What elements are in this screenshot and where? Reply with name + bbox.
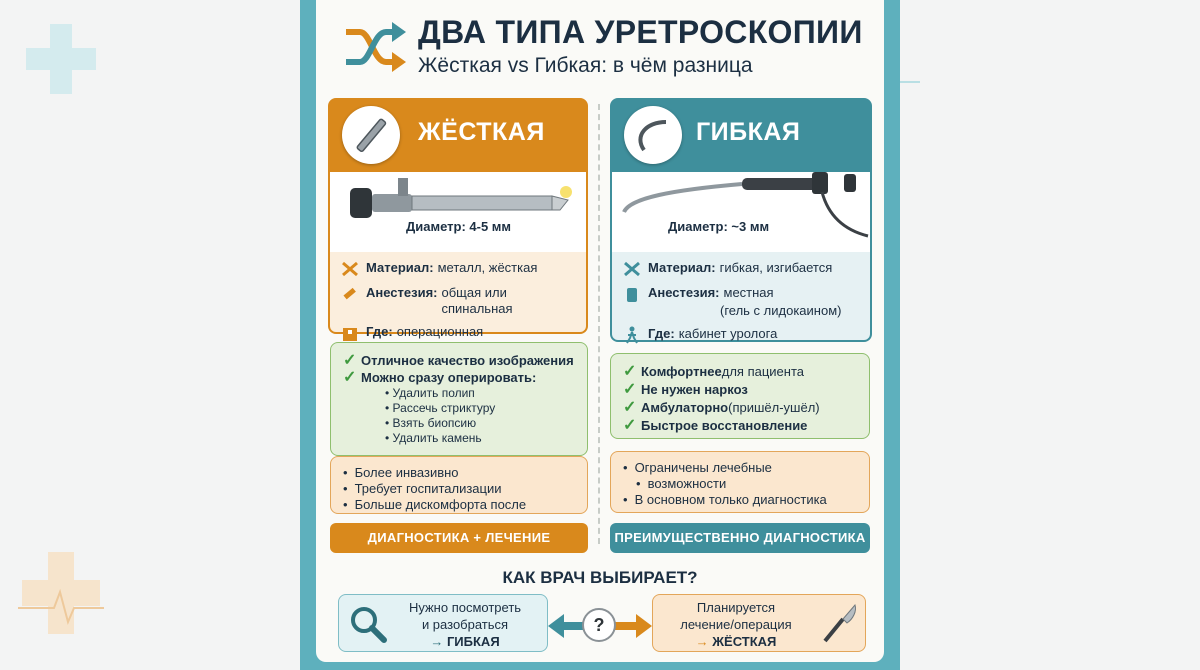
tools-icon [340,260,360,278]
rigid-tool-panel [328,172,588,260]
con-item: • В основном только диагностика [623,492,857,508]
sub-item: • Удалить полип [385,386,475,400]
spec-row: Материал: гибкая, изгибается [622,260,860,278]
check-icon: ✓ [623,399,637,416]
sub-item: • Рассечь стриктуру [385,401,496,415]
pro-item: ✓ Амбулаторно (пришёл-ушёл) [623,399,820,416]
magnifier-icon [347,603,389,645]
rigid-header [328,98,588,172]
spec-row: Материал: металл, жёсткая [340,260,576,278]
syringe-icon [340,285,360,303]
rigid-cons [330,456,588,514]
choice-left-line1: Нужно посмотреть [408,600,522,615]
choice-question: КАК ВРАЧ ВЫБИРАЕТ? [502,568,698,587]
page-title: ДВА ТИПА УРЕТРОСКОПИИ [418,14,863,50]
flexible-tool-panel [610,172,872,260]
con-item-continuation: • возможности [623,476,857,492]
choice-right-line2: лечение/операция [680,617,792,632]
choice-right-line1: Планируется [696,600,776,615]
spec-row: Где: операционная [340,324,576,342]
column-divider [598,104,600,544]
flexible-header [610,98,872,172]
pro-item: ✓ Комфортнее для пациента [623,363,804,380]
walking-person-icon [622,326,642,344]
pro-item: ✓ Быстрое восстановление [623,417,808,434]
choice-left-line2: и разобраться [421,617,509,632]
check-icon: ✓ [343,369,357,386]
pro-item: ✓ Не нужен наркоз [623,381,748,398]
arrow-right-icon: → [430,634,444,649]
question-icon: ? [582,608,616,642]
sub-item: • Удалить камень [385,431,482,445]
medical-cross-decoration-icon [18,548,104,638]
flexible-pros [610,353,870,439]
spec-row: Анестезия: местная [622,285,860,303]
con-item: • Ограничены лечебные [623,460,857,476]
pro-item: ✓ Отличное качество изображения [343,352,574,369]
rigid-label: ЖЁСТКАЯ [418,118,545,146]
pro-item: ✓ Можно сразу оперировать: [343,369,537,386]
spec-row-note: (гель с лидокаином) [720,303,842,318]
rigid-summary-bar: ДИАГНОСТИКА + ЛЕЧЕНИЕ [330,523,588,553]
check-icon: ✓ [623,363,637,380]
check-icon: ✓ [343,352,357,369]
flexible-diameter: Диаметр: ~3 мм [668,219,770,234]
medical-cross-decoration-icon [22,20,100,98]
check-icon: ✓ [623,381,637,398]
rigid-diameter: Диаметр: 4-5 мм [406,219,512,234]
flexible-label: ГИБКАЯ [696,118,801,146]
flexible-scope-icon [624,106,682,164]
page-subtitle: Жёсткая vs Гибкая: в чём разница [418,54,753,77]
shuffle-arrows-icon [342,20,408,74]
spec-row: Где: кабинет уролога [622,326,860,344]
check-icon: ✓ [623,417,637,434]
spec-row: Анестезия: общая или спинальная [340,285,576,317]
choice-flexible-box [338,594,548,652]
flexible-summary-bar: ПРЕИМУЩЕСТВЕННО ДИАГНОСТИКА [610,523,870,553]
con-item: • Больше дискомфорта после [343,497,575,513]
hospital-icon [340,324,360,342]
choice-right-answer: ЖЁСТКАЯ [712,634,777,649]
flexible-specs [610,252,872,342]
flexible-cons [610,451,870,513]
rigid-specs [328,252,588,339]
con-item: • Более инвазивно [343,465,575,481]
sub-item: • Взять биопсию [385,416,477,430]
choice-rigid-box [652,594,866,652]
arrow-right-icon: → [695,634,709,649]
rigid-scope-icon [342,106,400,164]
choice-left-answer: ГИБКАЯ [446,634,500,649]
rigid-pros [330,342,588,456]
tools-icon [622,260,642,278]
con-item: • Требует госпитализации [343,481,575,497]
medicine-bottle-icon [622,285,642,303]
scalpel-icon [817,601,859,647]
